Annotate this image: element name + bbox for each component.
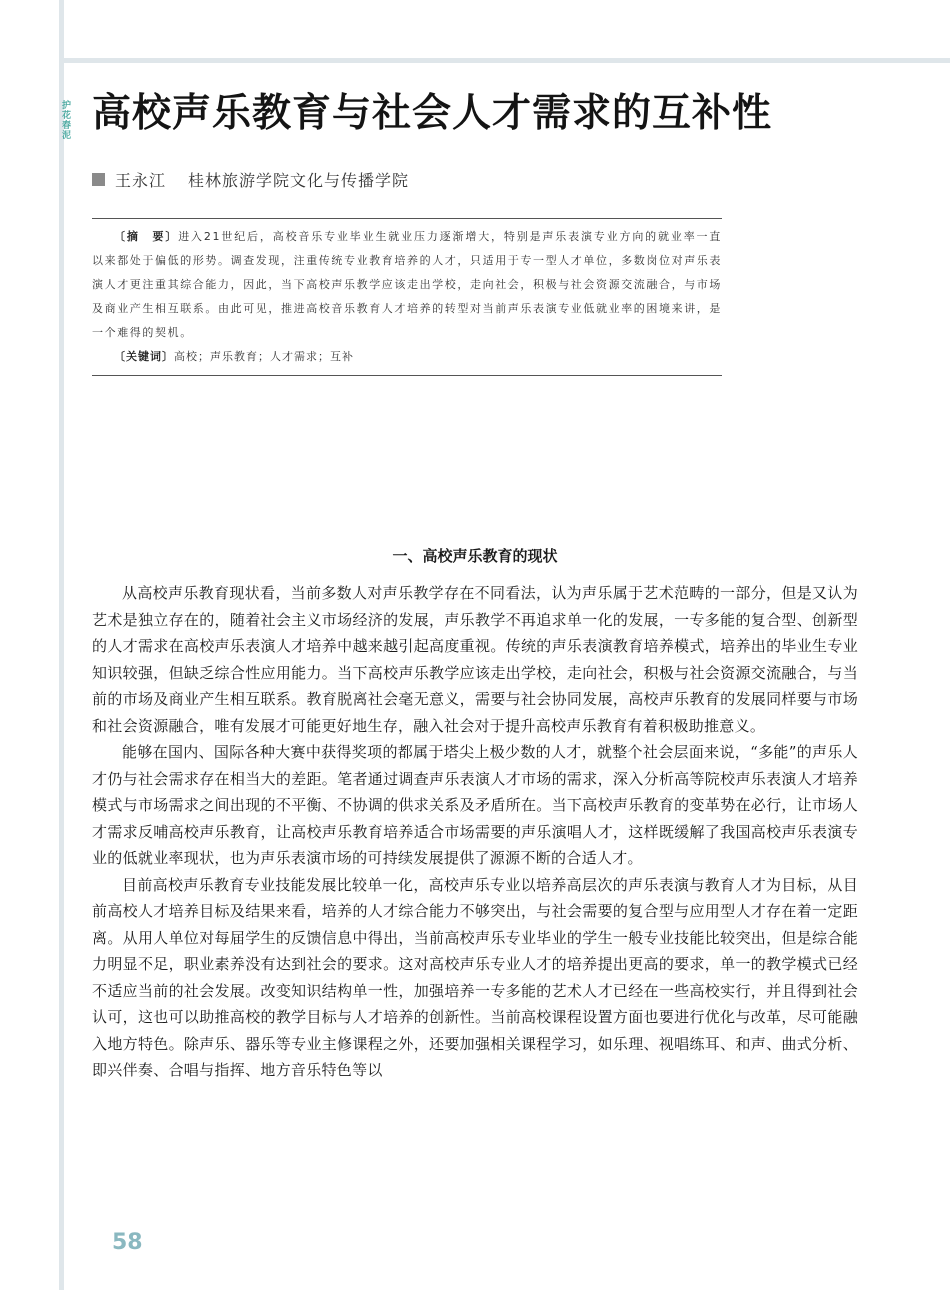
body-paragraph: 能够在国内、国际各种大赛中获得奖项的都属于塔尖上极少数的人才，就整个社会层面来说，“多能”的声乐人才仍与社会需求存在相当大的差距。笔者通过调查声乐表演人才市场的需求，深入分析高等院校声乐表演人才培养模式与市场需求之间出现的不平衡、不协调的供求关系及矛盾所在。当下高校声乐教育的变革势在必行，让市场人才需求反哺高校声乐教育，让高校声乐教育培养适合市场需要的声乐演唱人才，这样既缓解了我国高校声乐表演专业的低就业率现状，也为声乐表演市场的可持续发展提供了源源不断的合适人才。 [92, 743, 858, 867]
keywords-text: 高校；声乐教育；人才需求；互补 [174, 350, 354, 363]
page-frame-horizontal-rule [59, 58, 950, 63]
author-marker-square [92, 173, 105, 186]
keywords-label: 〔关键词〕 [114, 350, 174, 363]
abstract [92, 225, 722, 345]
abstract-text: 进入21世纪后，高校音乐专业毕业生就业压力逐渐增大，特别是声乐表演专业方向的就业率一直以来都处于偏低的形势。调查发现，注重传统专业教育培养的人才，只适用于专一型人才单位，多数岗位对声乐表演人才更注重其综合能力，因此，当下高校声乐教学应该走出学校，走向社会，积极与社会资源交流融合，与市场及商业产生相互联系。由此可见，推进高校音乐教育人才培养的转型对当前声乐表演专业低就业率的困境来讲，是一个难得的契机。 [92, 230, 722, 339]
abstract-label: 〔摘 要〕 [114, 230, 179, 243]
abstract-box [92, 218, 722, 376]
author-name: 王永江 [115, 171, 167, 190]
page-number: 58 [112, 1230, 143, 1255]
author-line [92, 168, 409, 191]
body-paragraph: 从高校声乐教育现状看，当前多数人对声乐教学存在不同看法，认为声乐属于艺术范畴的一部分，但是又认为艺术是独立存在的，随着社会主义市场经济的发展，声乐教学不再追求单一化的发展，一专多能的复合型、创新型的人才需求在高校声乐表演人才培养中越来越引起高度重视。传统的声乐表演教育培养模式，培养出的毕业生专业知识较强，但缺乏综合性应用能力。当下高校声乐教学应该走出学校，走向社会，积极与社会资源交流融合，与当前的市场及商业产生相互联系。教育脱离社会毫无意义，需要与社会协同发展，高校声乐教育的发展同样要与市场和社会资源融合，唯有发展才可能更好地生存，融入社会对于提升高校声乐教育有着积极助推意义。 [92, 584, 858, 735]
body-paragraph: 目前高校声乐教育专业技能发展比较单一化，高校声乐专业以培养高层次的声乐表演与教育人才为目标，从目前高校人才培养目标及结果来看，培养的人才综合能力不够突出，与社会需要的复合型与应用型人才存在着一定距离。从用人单位对每届学生的反馈信息中得出，当前高校声乐专业毕业的学生一般专业技能比较突出，但是综合能力明显不足，职业素养没有达到社会的要求。这对高校声乐专业人才的培养提出更高的要求，单一的教学模式已经不适应当前的社会发展。改变知识结构单一性，加强培养一专多能的艺术人才已经在一些高校实行，并且得到社会认可，这也可以助推高校的教学目标与人才培养的创新性。当前高校课程设置方面也要进行优化与改革，尽可能融入地方特色。除声乐、器乐等专业主修课程之外，还要加强相关课程学习，如乐理、视唱练耳、和声、曲式分析、即兴伴奏、合唱与指挥、地方音乐特色等以 [92, 875, 858, 1079]
column-tag: 护花春泥 [60, 100, 70, 140]
article-title: 高校声乐教育与社会人才需求的互补性 [92, 90, 773, 136]
author-affiliation: 桂林旅游学院文化与传播学院 [188, 171, 410, 190]
section-heading: 一、高校声乐教育的现状 [392, 547, 558, 565]
article-body [92, 580, 858, 1084]
keywords [92, 345, 722, 369]
page-frame-vertical-rule [59, 0, 64, 1290]
